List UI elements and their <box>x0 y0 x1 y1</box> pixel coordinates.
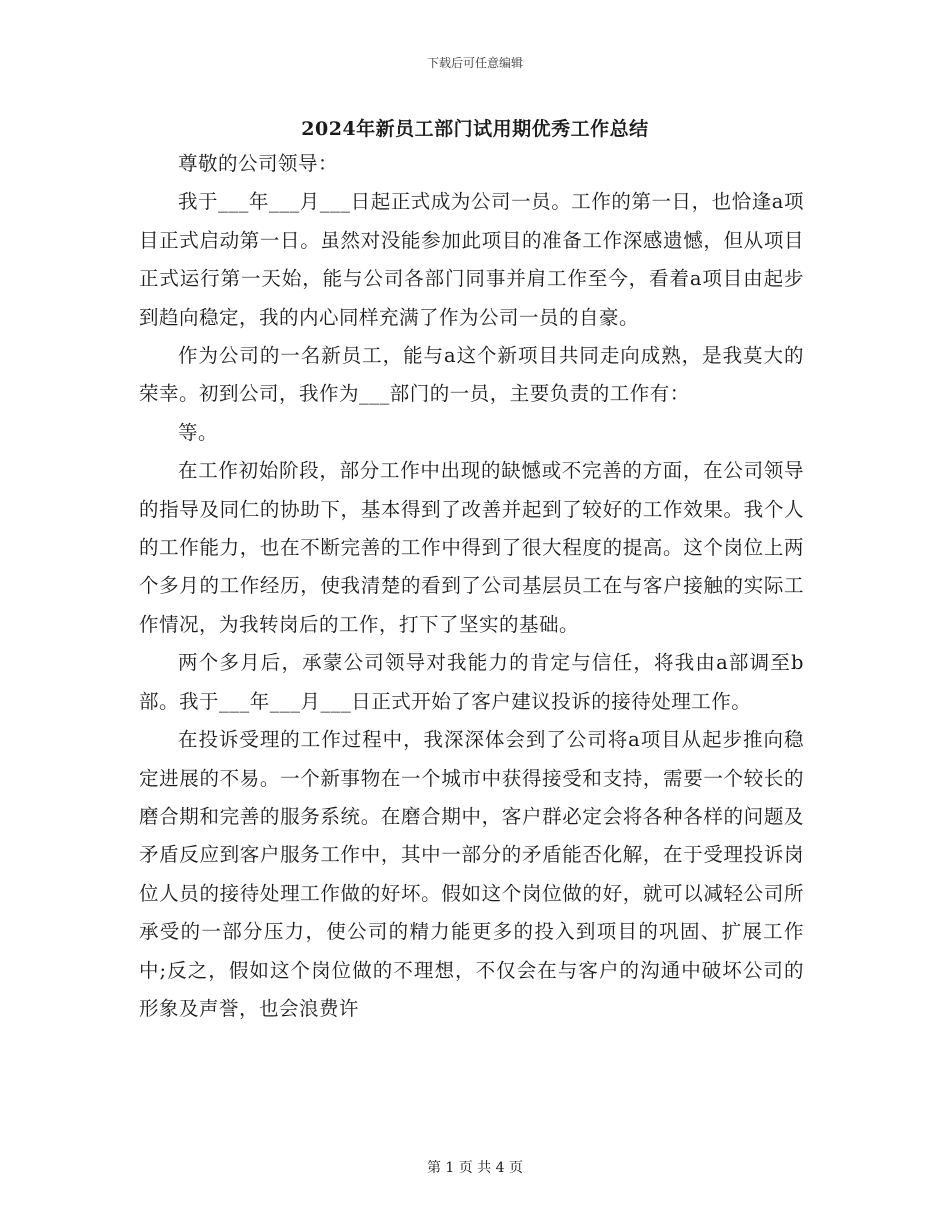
paragraph-4: 在工作初始阶段，部分工作中出现的缺憾或不完善的方面，在公司领导的指导及同仁的协助下，基本得到了改善并起到了较好的工作效果。我个人的工作能力，也在不断完善的工作中得到了很大程度的提高。这个岗位上两个多月的工作经历，使我清楚的看到了公司基层员工在与客户接触的实际工作情况，为我转岗后的工作，打下了坚实的基础。 <box>139 459 804 636</box>
paragraph-3: 等。 <box>178 420 219 444</box>
paragraph-2: 作为公司的一名新员工，能与a这个新项目共同走向成熟，是我莫大的荣幸。初到公司，我作为___部门的一员，主要负责的工作有： <box>139 344 804 406</box>
paragraph-1: 我于___年___月___日起正式成为公司一员。工作的第一日，也恰逢a项目正式启动第一日。虽然对没能参加此项目的准备工作深感遗憾，但从项目正式运行第一天始，能与公司各部门同事并肩工作至今，看着a项目由起步到趋向稳定，我的内心同样充满了作为公司一员的自豪。 <box>139 190 804 329</box>
salutation: 尊敬的公司领导： <box>178 152 339 175</box>
paragraph-5: 两个多月后，承蒙公司领导对我能力的肯定与信任，将我由a部调至b部。我于___年___月___日正式开始了客户建议投诉的接待处理工作。 <box>139 651 804 713</box>
document-body <box>139 145 804 1028</box>
page-footer: 第 1 页 共 4 页 <box>426 1160 524 1176</box>
document-title: 2024年新员工部门试用期优秀工作总结 <box>301 118 649 140</box>
paragraph-6: 在投诉受理的工作过程中，我深深体会到了公司将a项目从起步推向稳定进展的不易。一个新事物在一个城市中获得接受和支持，需要一个较长的磨合期和完善的服务系统。在磨合期中，客户群必定会将各种各样的问题及矛盾反应到客户服务工作中，其中一部分的矛盾能否化解，在于受理投诉岗位人员的接待处理工作做的好坏。假如这个岗位做的好，就可以减轻公司所承受的一部分压力，使公司的精力能更多的投入到项目的巩固、扩展工作中;反之，假如这个岗位做的不理想，不仅会在与客户的沟通中破坏公司的形象及声誉，也会浪费许 <box>139 728 804 1020</box>
header-note: 下载后可任意编辑 <box>426 56 523 70</box>
